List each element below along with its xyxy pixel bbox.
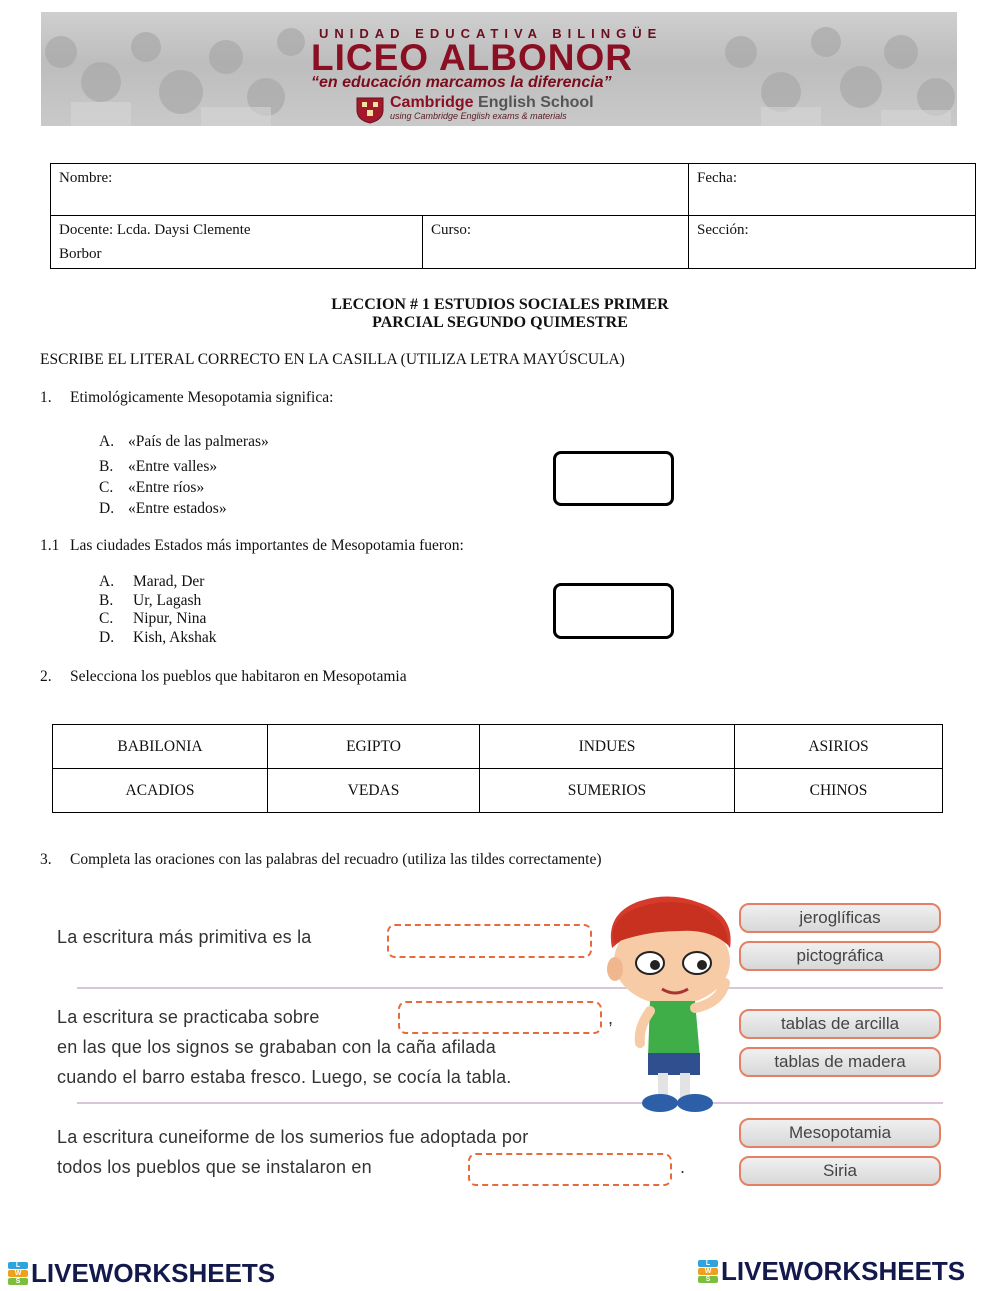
question-3: 3. Completa las oraciones con las palabras del recuadro (utiliza las tildes correctamente) bbox=[40, 851, 602, 868]
option-c: C. Nipur, Nina bbox=[99, 610, 207, 627]
curso-field[interactable]: Curso: bbox=[423, 216, 689, 269]
word-chip-jeroglificas[interactable]: jeroglíficas bbox=[739, 903, 941, 933]
instruction-text: ESCRIBE EL LITERAL CORRECTO EN LA CASILLA (UTILIZA LETRA MAYÚSCULA) bbox=[40, 351, 625, 368]
seccion-field[interactable]: Sección: bbox=[689, 216, 976, 269]
sentence-2-comma: , bbox=[608, 1008, 614, 1028]
liveworksheets-icon: L W S bbox=[8, 1262, 28, 1286]
question-1: 1. Etimológicamente Mesopotamia significa: bbox=[40, 389, 334, 406]
blank-1-input[interactable] bbox=[387, 924, 592, 958]
people-option[interactable]: ASIRIOS bbox=[735, 725, 943, 769]
cartoon-boy-illustration bbox=[600, 893, 750, 1118]
lesson-title-line2: PARCIAL SEGUNDO QUIMESTRE bbox=[372, 314, 628, 331]
people-option[interactable]: SUMERIOS bbox=[480, 769, 735, 813]
answer-box-q1[interactable] bbox=[553, 451, 674, 506]
word-chip-mesopotamia[interactable]: Mesopotamia bbox=[739, 1118, 941, 1148]
people-option[interactable]: CHINOS bbox=[735, 769, 943, 813]
peoples-grid bbox=[52, 724, 943, 813]
divider bbox=[77, 1102, 943, 1104]
sentence-3-dot: . bbox=[680, 1157, 686, 1177]
question-1-options bbox=[99, 431, 269, 519]
option-c: C. «Entre ríos» bbox=[99, 479, 205, 496]
sentence-2-line3: cuando el barro estaba fresco. Luego, se cocía la tabla. bbox=[57, 1067, 512, 1087]
liveworksheets-logo-right: L W S LIVEWORKSHEETS bbox=[698, 1256, 965, 1287]
question-1-1: 1.1 Las ciudades Estados más importantes de Mesopotamia fueron: bbox=[40, 537, 464, 554]
question-1-1-options bbox=[99, 573, 217, 647]
option-b: B. «Entre valles» bbox=[99, 458, 218, 475]
school-slogan: “en educación marcamos la diferencia” bbox=[311, 74, 612, 91]
school-name: LICEO ALBONOR bbox=[311, 37, 634, 78]
word-chip-pictografica[interactable]: pictográfica bbox=[739, 941, 941, 971]
option-a: A. «País de las palmeras» bbox=[99, 433, 269, 450]
cambridge-label: Cambridge English School bbox=[390, 94, 594, 111]
option-b: B. Ur, Lagash bbox=[99, 591, 202, 609]
people-option[interactable]: EGIPTO bbox=[268, 725, 480, 769]
option-d: D. «Entre estados» bbox=[99, 500, 227, 517]
cambridge-sublabel: using Cambridge English exams & materials bbox=[390, 111, 567, 121]
school-banner bbox=[41, 12, 957, 126]
sentence-2-line1: La escritura se practicaba sobre bbox=[57, 1007, 320, 1027]
option-d: D. Kish, Akshak bbox=[99, 628, 217, 646]
liveworksheets-logo-left: L W S LIVEWORKSHEETS bbox=[8, 1258, 275, 1289]
word-chip-tablas-de-arcilla[interactable]: tablas de arcilla bbox=[739, 1009, 941, 1039]
nombre-field[interactable]: Nombre: bbox=[51, 164, 689, 216]
sentence-1: La escritura más primitiva es la bbox=[57, 927, 312, 947]
people-option[interactable]: BABILONIA bbox=[53, 725, 268, 769]
sentence-3-line2: todos los pueblos que se instalaron en bbox=[57, 1157, 372, 1177]
sentence-3-line1: La escritura cuneiforme de los sumerios fue adoptada por bbox=[57, 1127, 529, 1147]
banner-subtitle: UNIDAD EDUCATIVA BILINGÜE bbox=[319, 26, 663, 41]
blank-3-input[interactable] bbox=[468, 1153, 672, 1186]
blank-2-input[interactable] bbox=[398, 1001, 602, 1034]
cambridge-crest-icon bbox=[355, 96, 385, 124]
answer-box-q1-1[interactable] bbox=[553, 583, 674, 639]
lesson-title-line1: LECCION # 1 ESTUDIOS SOCIALES PRIMER bbox=[331, 296, 669, 313]
people-option[interactable]: INDUES bbox=[480, 725, 735, 769]
people-option[interactable]: ACADIOS bbox=[53, 769, 268, 813]
sentence-2-line2: en las que los signos se grababan con la caña afilada bbox=[57, 1037, 496, 1057]
word-chip-tablas-de-madera[interactable]: tablas de madera bbox=[739, 1047, 941, 1077]
question-2: 2. Selecciona los pueblos que habitaron en Mesopotamia bbox=[40, 668, 407, 685]
liveworksheets-icon: L W S bbox=[698, 1260, 718, 1284]
docente-cell: Docente: Lcda. Daysi Clemente Borbor bbox=[51, 216, 423, 269]
option-a: A. Marad, Der bbox=[99, 573, 205, 590]
fecha-field[interactable]: Fecha: bbox=[689, 164, 976, 216]
divider bbox=[77, 987, 943, 989]
people-option[interactable]: VEDAS bbox=[268, 769, 480, 813]
student-info-table bbox=[50, 163, 976, 269]
word-chip-siria[interactable]: Siria bbox=[739, 1156, 941, 1186]
